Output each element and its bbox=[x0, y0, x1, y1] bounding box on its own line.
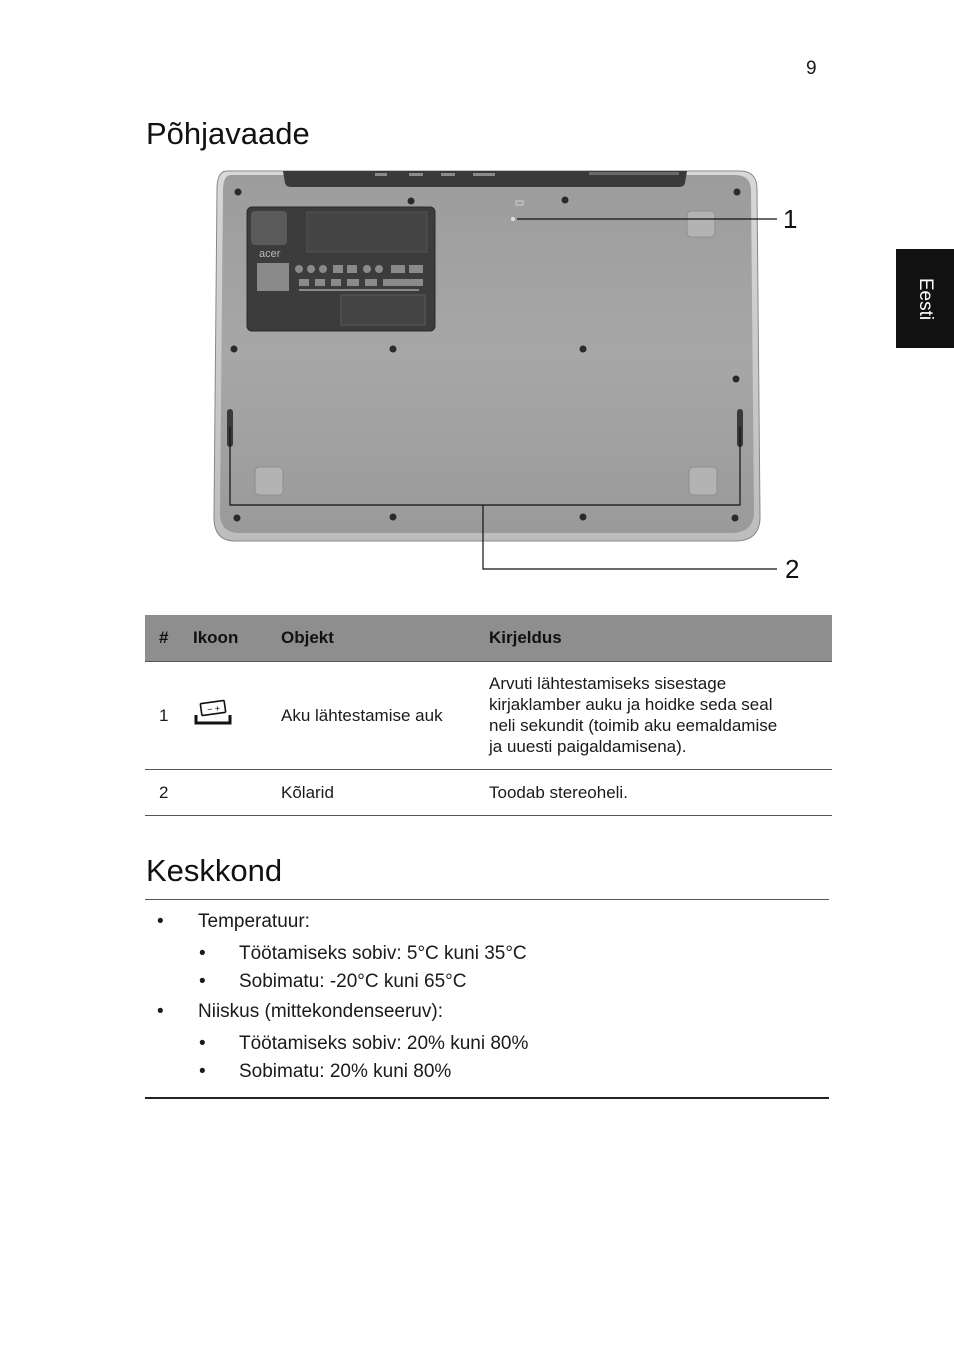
header-description: Kirjeldus bbox=[475, 615, 832, 661]
components-table bbox=[145, 615, 832, 816]
laptop-bottom-diagram bbox=[205, 165, 815, 585]
environment-list bbox=[145, 908, 829, 1086]
section-title-environment: Keskkond bbox=[146, 853, 283, 888]
reset-hole bbox=[511, 217, 515, 221]
language-tab bbox=[896, 249, 954, 348]
foot bbox=[255, 467, 283, 495]
row-icon-cell bbox=[179, 661, 267, 769]
divider bbox=[145, 1097, 829, 1099]
page-number: 9 bbox=[806, 58, 817, 79]
callout-1: 1 bbox=[783, 204, 798, 234]
list-item-temperature: • Temperatuur: bbox=[157, 911, 310, 932]
list-item-temp-operating: • Töötamiseks sobiv: 5°C kuni 35°C bbox=[199, 943, 527, 964]
header-number: # bbox=[145, 615, 179, 661]
row-icon-cell bbox=[179, 769, 267, 815]
foot bbox=[689, 467, 717, 495]
foot bbox=[687, 211, 715, 237]
divider bbox=[145, 899, 829, 900]
language-tab-label: Eesti bbox=[915, 277, 936, 320]
svg-text:− +: − + bbox=[206, 702, 221, 715]
battery-reset-icon bbox=[193, 699, 233, 727]
row-object: Aku lähtestamise auk bbox=[267, 661, 475, 769]
list-item-hum-non-operating: • Sobimatu: 20% kuni 80% bbox=[199, 1061, 452, 1082]
table-row bbox=[145, 769, 832, 815]
table-row bbox=[145, 661, 832, 769]
list-item-temp-non-operating: • Sobimatu: -20°C kuni 65°C bbox=[199, 971, 467, 992]
row-object: Kõlarid bbox=[267, 769, 475, 815]
header-icon: Ikoon bbox=[179, 615, 267, 661]
row-description: Toodab stereoheli. bbox=[475, 769, 832, 815]
row-number: 1 bbox=[145, 661, 179, 769]
list-item-hum-operating: • Töötamiseks sobiv: 20% kuni 80% bbox=[199, 1033, 529, 1054]
header-object: Objekt bbox=[267, 615, 475, 661]
row-number: 2 bbox=[145, 769, 179, 815]
section-title-bottom-view: Põhjavaade bbox=[146, 116, 310, 151]
table-header-row bbox=[145, 615, 832, 661]
row-description: Arvuti lähtestamiseks sisestage kirjaklamber auku ja hoidke seda seal neli sekundit (toimib aku eemaldamise ja uuesti paigaldamisena). bbox=[475, 661, 832, 769]
callout-2: 2 bbox=[785, 554, 800, 584]
list-item-humidity: • Niiskus (mittekondenseeruv): bbox=[157, 1001, 443, 1022]
brand-label: acer bbox=[259, 248, 281, 260]
